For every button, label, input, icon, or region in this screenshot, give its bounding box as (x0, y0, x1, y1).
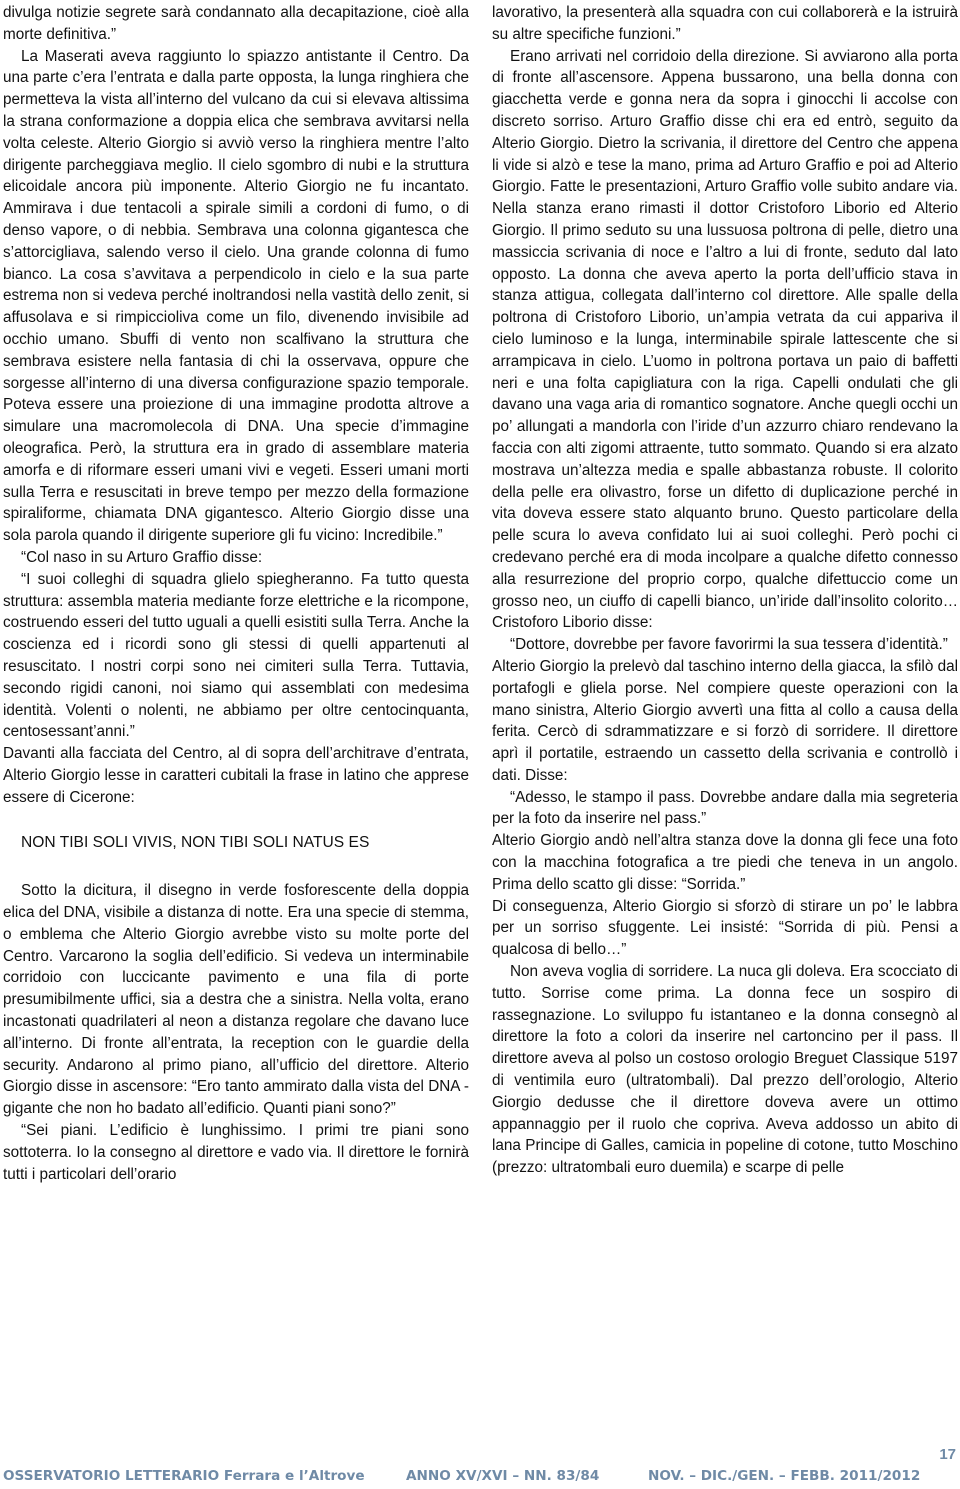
paragraph: Non aveva voglia di sorridere. La nuca gli doleva. Era scocciato di tutto. Sorrise come prima. La donna fece un sospiro di rassegnazione. Lo sviluppo fu istantaneo e la donna consegnò al direttore la foto a colori da inserire nel cartoncino per il pass. Il direttore aveva al polso un costoso orologio Breguet Classique 5197 di ventimila euro (ultratombali). Dal prezzo dell’orologio, Alterio Giorgio dedusse che il direttore doveva avere un ottimo appannaggio per il ruolo che copriva. Aveva addosso un abito di lana Principe di Galles, camicia in popeline di cotone, tutto Moschino (prezzo: ultratombali euro duemila) e scarpe di pelle (492, 963, 958, 1177)
left-column (3, 2, 469, 1185)
dialogue-line: “Dottore, dovrebbe per favore favorirmi la sua tessera d’identità.” (510, 636, 948, 654)
paragraph: La Maserati aveva raggiunto lo spiazzo antistante il Centro. Da una parte c’era l’entrata e dalla parte opposta, la lunga ringhiera che permetteva la vista all’interno del vulcano da cui si elevava altissima la strana conformazione a doppia elica che sembrava avvitarsi nella volta celeste. Alterio Giorgio si avviò verso la ringhiera mentre l’alto dirigente parcheggiava meglio. Il cielo sgombro di nubi e la struttura elicoidale ancora più imponente. Alterio Giorgio ne fu incantato. Ammirava i due tentacoli a spirale simili a cordoni di fumo, o di denso vapore, o di nebbia. Sembrava una colonna gigantesca che s’attorcigliava, salendo verso il cielo. Una grande colonna di fumo bianco. La cosa s’avvitava a perpendicolo in cielo e la sua parte estrema non si vedeva perché inoltrandosi nella vastità dello zenit, si affusolava e si rimpiccioliva come un filo, divenendo invisibile ad occhio umano. Sbuffi di vento non scalfivano la struttura che sembrava esistere nella fantasia di chi la osservava, oppure che sorgesse all’interno di una diversa configurazione spazio temporale. Poteva essere una proiezione di una immagine prodotta altrove a simulare una macromolecola di DNA. Una specie d’immagine oleografica. Però, la struttura era in grado di assemblare materia amorfa e di riformare esseri umani vivi e vegeti. Esseri umani morti sulla Terra e resuscitati in breve tempo per mezzo della formazione spiraliforme, chiamata DNA gigantesco. Alterio Giorgio disse una sola parola quando il dirigente superiore gli fu vicino: Incredibile.” (3, 47, 469, 545)
page-footer (0, 1466, 960, 1488)
dialogue-line: “Adesso, le stampo il pass. Dovrebbe andare dalla mia segreteria per la foto da inserire nel pass.” (492, 788, 958, 828)
dialogue-line: “Col naso in su Arturo Graffio disse: (21, 548, 263, 566)
dialogue-paragraph: “Sei piani. L’edificio è lunghissimo. I primi tre piani sono sottoterra. Io la consegno al direttore e vado via. Il direttore le fornirà tutti i particolari dell’orario (3, 1122, 469, 1183)
paragraph: Alterio Giorgio la prelevò dal taschino interno della giacca, la sfilò dal portafogli e gliela porse. Nel compiere queste operazioni con la mano sinistra, Alterio Giorgio avvertì una fitta al collo a causa della ferita. Cercò di sdrammatizzare e si forzò di sorridere. Il direttore aprì il portatile, estraendo un cassetto della scrivania e controllò i dati. Disse: (492, 657, 958, 784)
paragraph: Erano arrivati nel corridoio della direzione. Si avviarono alla porta di fronte all’ascensore. Appena bussarono, una bella donna con giacchetta verde e gonna nera da sopra i ginocchi li accolse con discreto sorriso. Arturo Graffio disse chi era ed entrò, seguito da Alterio Giorgio. Dietro la scrivania, il direttore del Centro che appena li vide si alzò e tese la mano, prima ad Arturo Graffio e poi ad Alterio Giorgio. Fatte le presentazioni, Arturo Graffio volle subito andare via. Nella stanza erano rimasti il dottor Cristoforo Liborio ed Alterio Giorgio. Il primo seduto su una lussuosa poltrona di pelle, dietro una massiccia scrivania di noce e l’altro a lui di fronte, seduto dal lato opposto. La donna che aveva aperto la porta dell’ufficio stava in stanza attigua, collegata dall’interno col direttore. Alle spalle della poltrona di Cristoforo Liborio, un’ampia vetrata da cui appariva il cielo luminoso e la lunga, interminabile spirale lattescente che si arrampicava in cielo. L’uomo in poltrona portava un paio di baffetti neri e una folta capigliatura con la riga. Capelli ondulati che gli davano una vaga aria di romantico sognatore. Anche quegli occhi un po’ allungati a mandorla con l’iride d’un azzurro chiaro rendevano la faccia con alti zigomi attraente, tutto sommato. Quando si era alzato mostrava un’altezza media e spalle abbastanza robuste. Il colorito della pelle era olivastro, forse un difetto di duplicazione perché in vita doveva essere stato alquanto bruno. Questo particolare della pelle scura lo aveva confidato lui ai suoi colleghi. Però pochi ci credevano perché era di moda incolpare a qualche difetto connesso alla resurrezione del proprio corpo, qualche difettuccio come un grosso neo, un ciuffo di capelli bianco, un’iride dall’insolito colorito… Cristoforo Liborio disse: (492, 47, 958, 632)
paragraph: Di conseguenza, Alterio Giorgio si sforzò di stirare un po’ le labbra per un sorriso sfuggente. Lei insisté: “Sorrida di più. Pensi a qualcosa di bello…” (492, 897, 958, 959)
paragraph: lavorativo, la presenterà alla squadra con cui collaborerà e la istruirà su altre specifiche funzioni.” (492, 4, 958, 43)
paragraph: Sotto la dicitura, il disegno in verde fosforescente della doppia elica del DNA, visibile a distanza di notte. Era una specie di stemma, o emblema che Alterio Giorgio avrebbe visto su molte porte del Centro. Varcarono la soglia dell’edificio. Si vedeva un interminabile corridoio con luccicante pavimento e una fila di porte presumibilmente uffici, sia a destra che a sinistra. Nella volta, erano incastonati quadrilateri al neon a distanza regolare che davano luce all’interno. Di fronte all’entrata, la reception con le guardie della security. Andarono al primo piano, all’ufficio del direttore. Alterio Giorgio disse in ascensore: “Ero tanto ammirato dalla vista del DNA - gigante che non ho badato all’edificio. Quanti piani sono?” (3, 882, 469, 1118)
dialogue-paragraph: “I suoi colleghi di squadra glielo spiegheranno. Fa tutto questa struttura: assembla materia mediante forze elettriche e la ricompone, costruendo esseri del tutto uguali a quelli esistiti sulla Terra. Anche la coscienza ed i ricordi sono gli stessi di quelli appartenuti al resuscitato. I nostri corpi sono nei cimiteri sulla Terra. Tuttavia, secondo rigidi canoni, noi siamo qui assemblati con medesima identità. Volenti o nolenti, ne abbiamo per oltre centocinquanta, centosessant’anni.” (3, 570, 469, 741)
paragraph: Alterio Giorgio andò nell’altra stanza dove la donna gli fece una foto con la macchina fotografica a tre piedi che teneva in un angolo. Prima dello scatto gli disse: “Sorrida.” (492, 832, 958, 893)
paragraph: divulga notizie segrete sarà condannato alla decapitazione, cioè alla morte definitiva.” (3, 4, 469, 43)
latin-inscription: NON TIBI SOLI VIVIS, NON TIBI SOLI NATUS ES (21, 834, 370, 852)
paragraph: Davanti alla facciata del Centro, al di sopra dell’architrave d’entrata, Alterio Giorgio lesse in caratteri cubitali la frase in latino che apprese essere di Cicerone: (3, 745, 469, 806)
right-column (492, 2, 958, 1179)
footer-issue: ANNO XV/XVI – NN. 83/84 (406, 1468, 600, 1484)
page-number: 17 (939, 1446, 956, 1463)
footer-journal-title: OSSERVATORIO LETTERARIO Ferrara e l’Altrove (3, 1468, 365, 1484)
footer-date: NOV. – DIC./GEN. – FEBB. 2011/2012 (648, 1468, 921, 1484)
